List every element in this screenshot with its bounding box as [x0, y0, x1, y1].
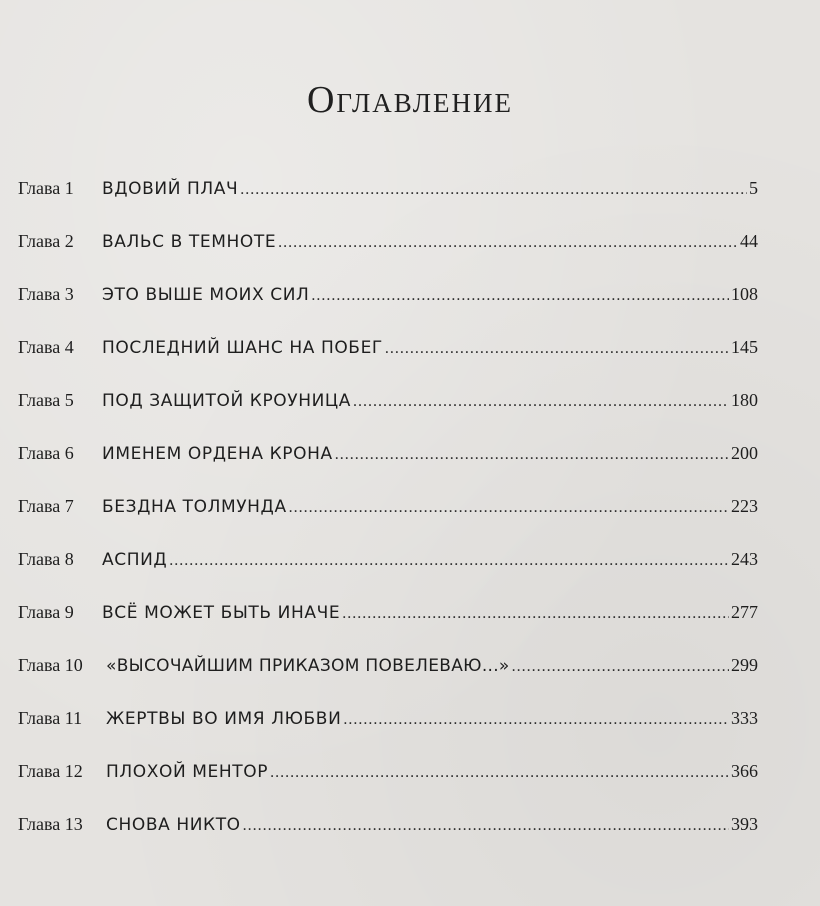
dot-leader: [289, 499, 729, 517]
page-number: 145: [731, 337, 758, 357]
dot-leader: [243, 817, 729, 835]
toc-entry-13: [18, 814, 758, 850]
page-number: 44: [740, 231, 758, 251]
dot-leader: [335, 446, 729, 464]
toc-entry-8: [18, 549, 758, 585]
dot-leader: [353, 393, 729, 411]
chapter-title: АСПИД: [102, 550, 168, 570]
page-title: Оглавление: [306, 79, 514, 121]
page-number: 180: [731, 390, 758, 410]
page-number: 366: [731, 761, 758, 781]
chapter-title: ВСЁ МОЖЕТ БЫТЬ ИНАЧЕ: [102, 603, 341, 623]
chapter-title: «ВЫСОЧАЙШИМ ПРИКАЗОМ ПОВЕЛЕВАЮ...»: [106, 656, 510, 676]
chapter-label: Глава 4: [18, 337, 74, 357]
toc-entry-6: [18, 443, 758, 479]
page-number: 5: [749, 178, 758, 198]
dot-leader: [343, 711, 729, 729]
chapter-label: Глава 10: [18, 655, 83, 675]
dot-leader: [342, 605, 729, 623]
chapter-title: ИМЕНЕМ ОРДЕНА КРОНА: [102, 444, 333, 464]
dot-leader: [311, 287, 729, 305]
toc-entry-9: [18, 602, 758, 638]
chapter-title: ВДОВИЙ ПЛАЧ: [102, 179, 239, 199]
chapter-label: Глава 5: [18, 390, 74, 410]
chapter-title: СНОВА НИКТО: [106, 815, 241, 835]
chapter-title: ПЛОХОЙ МЕНТОР: [106, 762, 269, 782]
chapter-label: Глава 6: [18, 443, 74, 463]
dot-leader: [240, 181, 747, 199]
chapter-label: Глава 8: [18, 549, 74, 569]
toc-entry-11: [18, 708, 758, 744]
chapter-label: Глава 13: [18, 814, 83, 834]
page-number: 277: [731, 602, 758, 622]
chapter-title: ЖЕРТВЫ ВО ИМЯ ЛЮБВИ: [106, 709, 342, 729]
page-number: 333: [731, 708, 758, 728]
toc-entry-1: [18, 178, 758, 214]
page-number: 200: [731, 443, 758, 463]
chapter-label: Глава 9: [18, 602, 74, 622]
toc-entry-5: [18, 390, 758, 426]
dot-leader: [278, 234, 738, 252]
page-number: 393: [731, 814, 758, 834]
chapter-label: Глава 12: [18, 761, 83, 781]
toc-entry-2: [18, 231, 758, 267]
chapter-title: БЕЗДНА ТОЛМУНДА: [102, 497, 287, 517]
toc-entry-12: [18, 761, 758, 797]
chapter-label: Глава 11: [18, 708, 83, 728]
toc-entry-10: [18, 655, 758, 691]
dot-leader: [385, 340, 729, 358]
chapter-label: Глава 1: [18, 178, 74, 198]
dot-leader: [512, 658, 729, 676]
chapter-title: ЭТО ВЫШЕ МОИХ СИЛ: [102, 285, 310, 305]
dot-leader: [169, 552, 729, 570]
chapter-label: Глава 7: [18, 496, 74, 516]
page-number: 243: [731, 549, 758, 569]
chapter-title: ПОСЛЕДНИЙ ШАНС НА ПОБЕГ: [102, 338, 383, 358]
toc-entry-7: [18, 496, 758, 532]
toc-entry-4: [18, 337, 758, 373]
chapter-title: ВАЛЬС В ТЕМНОТЕ: [102, 232, 277, 252]
page-number: 223: [731, 496, 758, 516]
page-number: 299: [731, 655, 758, 675]
dot-leader: [270, 764, 729, 782]
toc-entry-3: [18, 284, 758, 320]
chapter-title: ПОД ЗАЩИТОЙ КРОУНИЦА: [102, 391, 351, 411]
chapter-label: Глава 3: [18, 284, 74, 304]
page-number: 108: [731, 284, 758, 304]
chapter-label: Глава 2: [18, 231, 74, 251]
